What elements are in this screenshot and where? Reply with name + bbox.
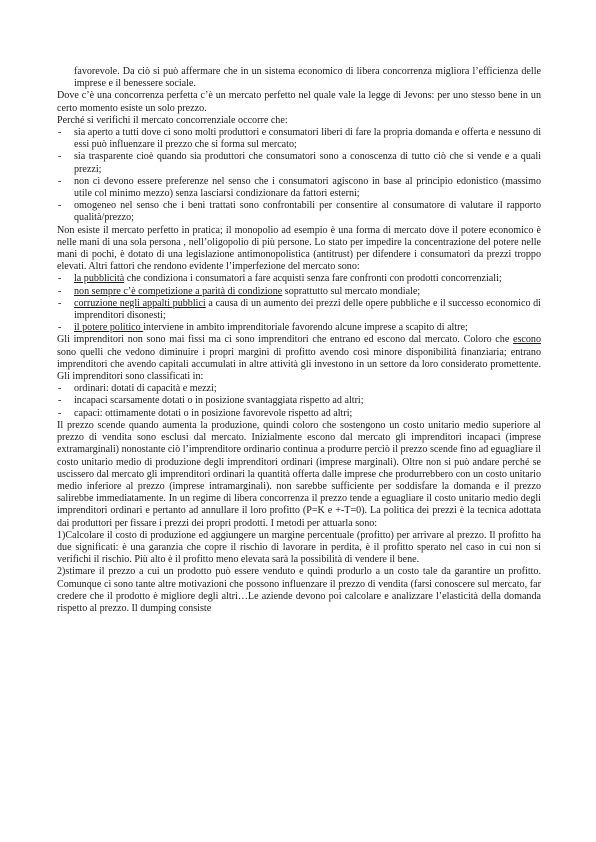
list-item (57, 151, 541, 175)
paragraph-text: Gli imprenditori non sono mai fissi ma ci sono imprenditori che entrano ed escono dal mercato. Coloro che (57, 334, 513, 346)
list-item-text: che condiziona i consumatori a fare acquisti senza fare confronti con prodotti concorrenziali; (124, 273, 502, 285)
underlined-term: non sempre c’è competizione a parità di condizione (74, 285, 283, 297)
paragraph: 2)stimare il prezzo a cui un prodotto può essere venduto e quindi produrlo a un costo tale da garantire un profitto. Comunque ci sono tante altre motivazioni che possono influenzare il prezzo di vendita (farsi conoscere sul mercato, far credere che il prodotto è migliore degli altri…Le aziende devono poi calcolare e analizzare l’elasticità della domanda rispetto al prezzo. Il dumping consiste (57, 566, 541, 614)
underlined-term: il potere politico (74, 322, 144, 334)
underlined-term: la pubblicità (74, 273, 125, 285)
list-marker: - (58, 322, 62, 334)
list-item-text: interviene in ambito imprenditoriale favorendo alcune imprese a scapito di altre; (143, 322, 468, 334)
list-marker: - (58, 200, 62, 212)
paragraph: 1)Calcolare il costo di produzione ed aggiungere un margine percentuale (profitto) per arrivare al prezzo. Il profitto ha due significati: è una garanzia che copre il rischio di lavorare in perdita, è il profitto sperato nel caso in cui non si verifichi il rischio. Più alto è il profitto meno elevata sarà la possibilità di vendere il bene. (57, 529, 541, 566)
list-item (57, 273, 541, 285)
list-item (57, 298, 541, 322)
list-item (57, 286, 541, 298)
list-item-text: ordinari: dotati di capacità e mezzi; (74, 383, 217, 395)
list-item-text: capaci: ottimamente dotati o in posizione favorevole rispetto ad altri; (74, 407, 353, 419)
underlined-term: escono (512, 334, 541, 346)
list-item (57, 200, 541, 224)
list-item (57, 408, 541, 420)
paragraph-text: sono quelli che vedono diminuire i propri margini di profitto avendo così minore disponibilità finanziaria; entrano imprenditori che avendo capitali accumulati in altre attività gli investono in un settore da loro considerato promettente. Gli imprenditori sono classificati in: (57, 346, 541, 383)
list-marker: - (58, 151, 62, 163)
list-item (57, 395, 541, 407)
list-marker: - (58, 383, 62, 395)
list-marker: - (58, 297, 62, 309)
list-marker: - (58, 407, 62, 419)
list-item-text: sia trasparente cioè quando sia produttori che consumatori sono a conoscenza di tutto ciò che si vende e a quali prezzi; (74, 151, 541, 175)
paragraph: Perché si verifichi il mercato concorrenziale occorre che: (57, 114, 288, 126)
list-item (57, 176, 541, 200)
list-item-text: omogeneo nel senso che i beni trattati sono confrontabili per consentire al consumatore di valutare il rapporto qualità/prezzo; (74, 200, 541, 224)
list-item (57, 127, 541, 151)
list-marker: - (58, 285, 62, 297)
paragraph: Il prezzo scende quando aumenta la produzione, quindi coloro che sostengono un costo unitario medio superiore al prezzo di vendita sono esclusi dal mercato. Inizialmente escono dal mercato gli imprenditori incapaci (imprese extramarginali) nonostante ciò l’imprenditore ordinario continua a produrre perciò il prezzo scende fino ad eguagliare il costo unitario medio di produzione degli imprenditori ordinari (imprese marginali). Oltre non si può andare perché se uscissero dal mercato gli imprenditori ordinari la quantità offerta dalle imprese che produrrebbero con un costo unitario medio inferiore al prezzo (imprese intramarginali). non sarebbe sufficiente per soddisfare la domanda e il prezzo salirebbe immediatamente. In un regime di libera concorrenza il prezzo tende a eguagliare il costo unitario medio degli imprenditori ordinari e pertanto ad annullare il loro profitto (P=K e +-T=0). La politica dei prezzi è la tecnica adottata dai produttori per fissare i prezzi dei propri prodotti. I metodi per attuarla sono: (57, 419, 541, 529)
list-item-text: non ci devono essere preferenze nel senso che i consumatori agiscono in base al principio edonistico (massimo utile col minimo mezzo) senza lasciarsi condizionare da fattori esterni; (74, 175, 541, 200)
paragraph: Dove c’è una concorrenza perfetta c’è un mercato perfetto nel quale vale la legge di Jevons: per uno stesso bene in un certo momento esiste un solo prezzo. (57, 90, 541, 114)
document-page (57, 66, 541, 615)
list-marker: - (58, 127, 62, 139)
paragraph: Non esiste il mercato perfetto in pratica; il monopolio ad esempio è una forma di mercato dove il potere economico è nelle mani di una sola persona , nell’oligopolio di più persone. Lo stato per impedire la concentrazione del potere nelle mani di pochi, è dotato di una legislazione antimonopolistica (antitrust) per difendere i consumatori da prezzi troppo elevati. Altri fattori che rendono evidente l’imperfezione del mercato sono: (57, 224, 541, 273)
paragraph: favorevole. Da ciò si può affermare che in un sistema economico di libera concorrenza migliora l’efficienza delle imprese e il benessere sociale. (74, 66, 541, 90)
list-marker: - (58, 395, 62, 407)
list-marker: - (58, 273, 62, 285)
paragraph (57, 334, 541, 383)
list-item (57, 383, 541, 395)
list-item-text: a causa di un aumento dei prezzi delle opere pubbliche e il successo economico di imprenditori disonesti; (74, 297, 541, 322)
list-item-text: sia aperto a tutti dove ci sono molti produttori e consumatori liberi di fare la propria domanda e offerta e nessuno di essi può influenzare il prezzo che si forma sul mercato; (74, 127, 541, 151)
list-marker: - (58, 175, 62, 187)
list-item-text: incapaci scarsamente dotati o in posizione svantaggiata rispetto ad altri; (74, 395, 364, 407)
list-item-text: soprattutto sul mercato mondiale; (282, 285, 421, 297)
list-item (57, 322, 541, 334)
underlined-term: corruzione negli appalti pubblici (74, 297, 206, 309)
